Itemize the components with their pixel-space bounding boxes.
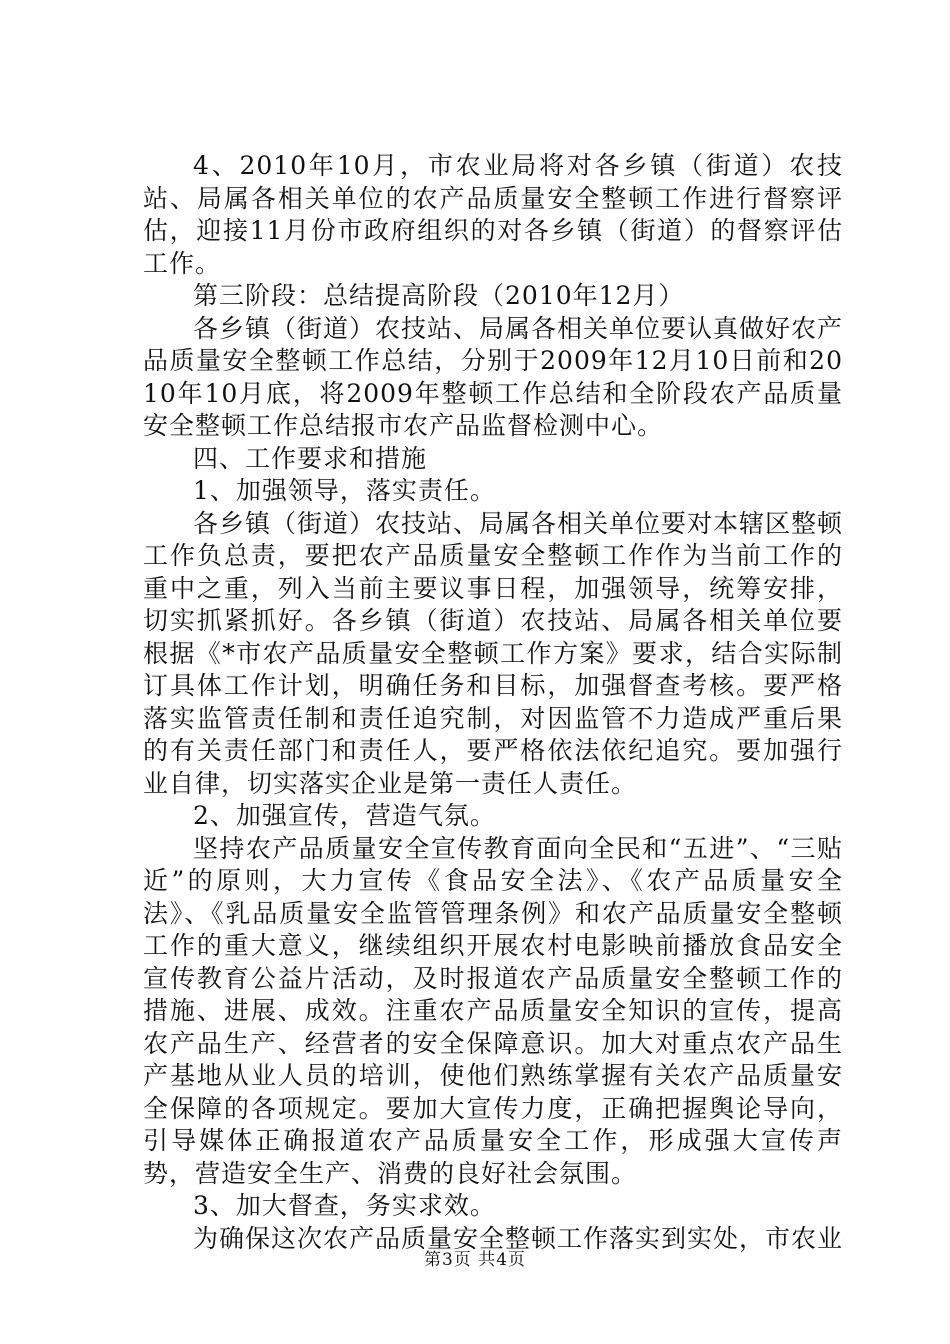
paragraph-supervision: 为确保这次农产品质量安全整顿工作落实到实处，市农业: [193, 1223, 844, 1253]
paragraph-publicity: 坚持农产品质量安全宣传教育面向全民和“五进”、“三贴近”的原则，大力宣传《食品安全法》、《农产品质量安全法》、《乳品质量安全监管管理条例》和农产品质量安全整顿工作的重大意义，继续组织开展农村电影映前播放食品安全宣传教育公益片活动，及时报道农产品质量安全整顿工作的措施、进展、成效。注重农产品质量安全知识的宣传，提高农产品生产、经营者的安全保障意识。加大对重点农产品生产基地从业人员的培训，使他们熟练掌握有关农产品质量安全保障的各项规定。要加大宣传力度，正确把握舆论导向，引导媒体正确报道农产品质量安全工作，形成强大宣传声势，营造安全生产、消费的良好社会氛围。: [143, 833, 843, 1188]
document-body: [143, 150, 843, 1255]
subheading-supervision: 3、加大督查，务实求效。: [193, 1191, 496, 1220]
subheading-leadership: 1、加强领导，落实责任。: [193, 476, 496, 505]
page-number-footer: 第3页 共4页: [423, 1250, 527, 1270]
paragraph-leadership: 各乡镇（街道）农技站、局属各相关单位要对本辖区整顿工作负总责，要把农产品质量安全整顿工作作为当前工作的重中之重，列入当前主要议事日程，加强领导，统筹安排，切实抓紧抓好。各乡镇（街道）农技站、局属各相关单位要根据《*市农产品质量安全整顿工作方案》要求，结合实际制订具体工作计划，明确任务和目标，加强督查考核。要严格落实监管责任制和责任追究制，对因监管不力造成严重后果的有关责任部门和责任人，要严格依法依纪追究。要加强行业自律，切实落实企业是第一责任人责任。: [143, 508, 844, 798]
section-heading-stage-three: 第三阶段：总结提高阶段（2010年12月）: [193, 281, 685, 310]
paragraph-summary-report: 各乡镇（街道）农技站、局属各相关单位要认真做好农产品质量安全整顿工作总结，分别于2009年12月10日前和2010年10月底，将2009年整顿工作总结和全阶段农产品质量安全整顿工作总结报市农产品监督检测中心。: [143, 313, 844, 440]
section-heading-requirements: 四、工作要求和措施: [193, 443, 428, 473]
subheading-publicity: 2、加强宣传，营造气氛。: [193, 801, 496, 830]
paragraph-item-4-oct-2010: 4、2010年10月，市农业局将对各乡镇（街道）农技站、局属各相关单位的农产品质量安全整顿工作进行督察评估，迎接11月份市政府组织的对各乡镇（街道）的督察评估工作。: [143, 151, 843, 278]
